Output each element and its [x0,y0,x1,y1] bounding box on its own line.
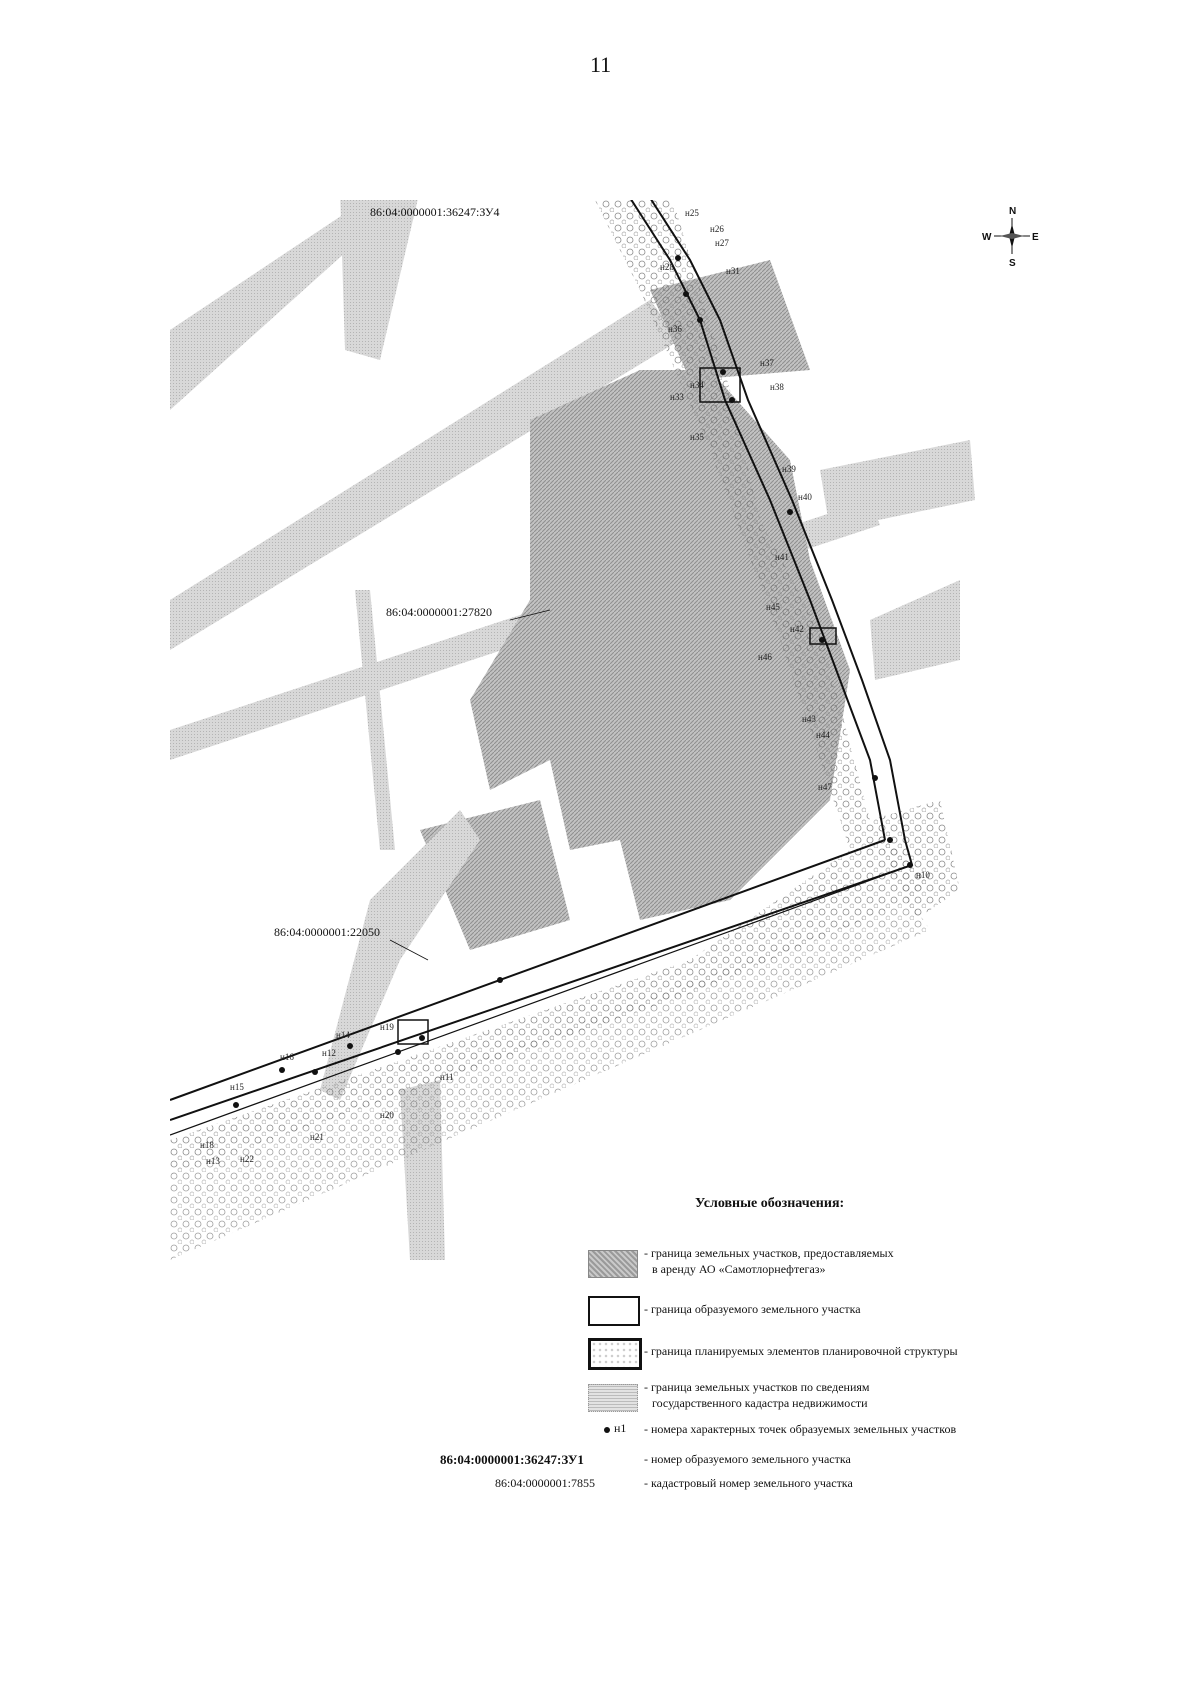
legend-swatch-planned [588,1338,642,1370]
legend-item-formed-number: - номер образуемого земельного участка [644,1452,851,1466]
legend-item-points: - номера характерных точек образуемых земельных участков [644,1422,957,1436]
svg-text:н47: н47 [818,782,832,792]
svg-text:н21: н21 [310,1132,324,1142]
svg-text:н22: н22 [240,1154,254,1164]
svg-text:E: E [1032,232,1039,243]
svg-text:н35: н35 [690,432,704,442]
svg-text:н28: н28 [660,262,674,272]
svg-text:н34: н34 [690,380,704,390]
svg-text:86:04:0000001:22050: 86:04:0000001:22050 [274,925,381,939]
legend-item-cadastral-number: - кадастровый номер земельного участка [644,1476,853,1490]
svg-text:н39: н39 [782,464,796,474]
legend-item-cadastre-line1: - граница земельных участков по сведениям [644,1380,870,1394]
svg-text:н12: н12 [322,1048,336,1058]
svg-text:н42: н42 [790,624,804,634]
svg-text:н15: н15 [230,1082,244,1092]
svg-text:н31: н31 [726,266,740,276]
svg-text:н19: н19 [380,1022,394,1032]
svg-text:н16: н16 [280,1052,294,1062]
cadastral-number-example: 86:04:0000001:7855 [495,1476,596,1490]
svg-text:н46: н46 [758,652,772,662]
svg-text:н27: н27 [715,238,729,248]
point-marker-label: н1 [614,1421,627,1435]
svg-text:н14: н14 [336,1030,350,1040]
svg-text:н18: н18 [200,1140,214,1150]
svg-text:н44: н44 [816,730,830,740]
legend-swatch-lease [588,1250,638,1278]
map-canvas [170,200,1050,1260]
legend-item-planned: - граница планируемых элементов планировочной структуры [644,1344,958,1358]
svg-text:н38: н38 [770,382,784,392]
svg-text:W: W [982,232,992,243]
formed-parcel-example: 86:04:0000001:36247:ЗУ1 [440,1452,584,1467]
legend-swatch-formed [588,1296,640,1326]
svg-text:86:04:0000001:36247:ЗУ4: 86:04:0000001:36247:ЗУ4 [370,205,500,219]
legend-item-formed: - граница образуемого земельного участка [644,1302,861,1316]
svg-text:н45: н45 [766,602,780,612]
svg-text:н25: н25 [685,208,699,218]
cadastral-map [170,200,1050,1260]
svg-text:н41: н41 [775,552,789,562]
legend-item-lease-line1: - граница земельных участков, предоставляемых [644,1246,894,1260]
svg-text:н20: н20 [380,1110,394,1120]
legend-item-lease-line2: в аренду АО «Самотлорнефтегаз» [652,1262,826,1276]
legend-item-cadastre-line2: государственного кадастра недвижимости [652,1396,868,1410]
compass-rose-icon [982,206,1039,269]
svg-text:н43: н43 [802,714,816,724]
svg-text:н13: н13 [206,1156,220,1166]
legend-swatch-cadastre [588,1384,638,1412]
page-number: 11 [590,52,612,77]
svg-text:н36: н36 [668,324,682,334]
svg-text:н11: н11 [440,1072,454,1082]
svg-text:S: S [1009,258,1016,269]
point-marker-icon [604,1427,610,1433]
svg-text:86:04:0000001:27820: 86:04:0000001:27820 [386,605,493,619]
svg-text:н33: н33 [670,392,684,402]
svg-text:н40: н40 [798,492,812,502]
svg-text:н37: н37 [760,358,774,368]
svg-text:N: N [1009,206,1017,217]
svg-text:н10: н10 [916,870,930,880]
legend-title: Условные обозначения: [695,1196,845,1211]
svg-text:н26: н26 [710,224,724,234]
